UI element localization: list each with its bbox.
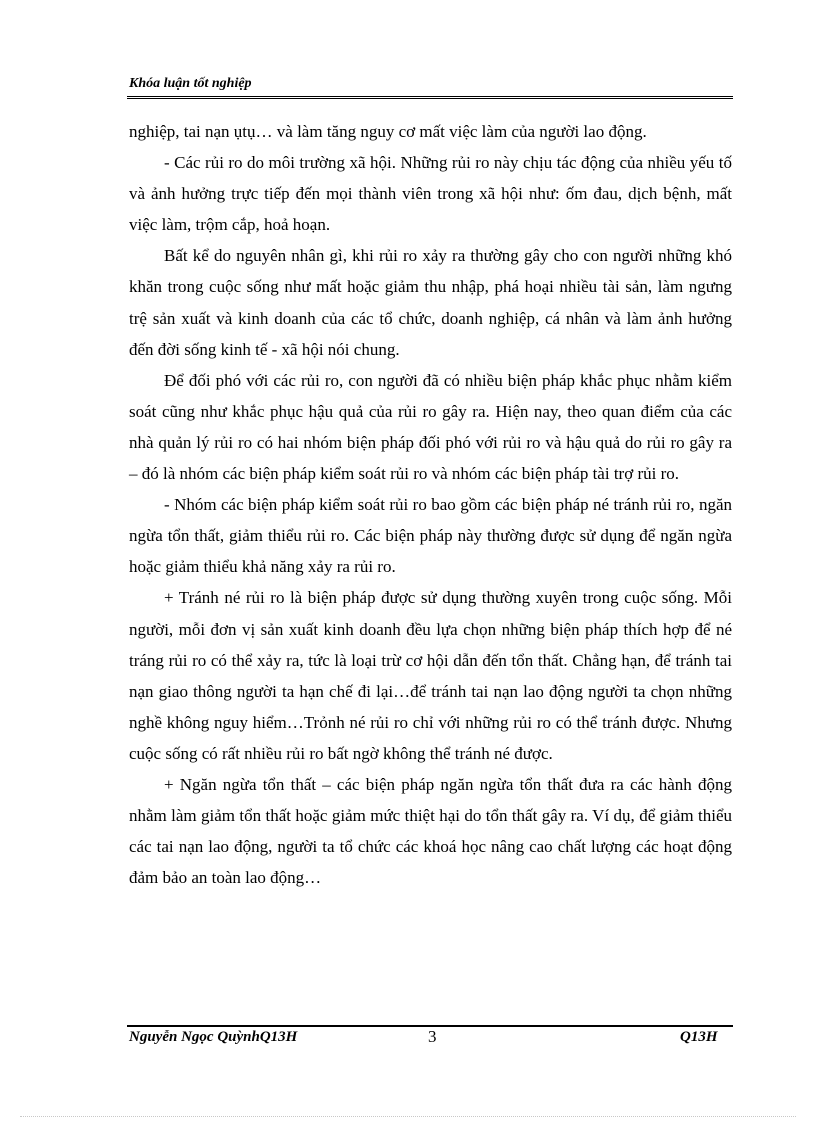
page-edge-divider	[20, 1116, 796, 1117]
paragraph-continued: nghiệp, tai nạn ụtụ… và làm tăng nguy cơ mất việc làm của người lao động.	[129, 122, 647, 141]
header-title: Khóa luận tốt nghiệp	[129, 76, 252, 91]
paragraph-risk-control-group: - Nhóm các biện pháp kiểm soát rủi ro bao gồm các biện pháp né tránh rủi ro, ngăn ngừa tổn thất, giảm thiểu rủi ro. Các biện pháp này thường được sử dụng để ngăn ngừa hoặc giảm thiểu khả năng xảy ra rủi ro.	[129, 495, 732, 577]
paragraph-social-risks: - Các rủi ro do môi trường xã hội. Những rủi ro này chịu tác động của nhiều yếu tố và ảnh hưởng trực tiếp đến mọi thành viên trong xã hội như: ốm đau, dịch bệnh, mất việc làm, trộm cắp, hoả hoạn.	[129, 153, 732, 235]
page-number: 3	[428, 1027, 437, 1046]
paragraph-loss-prevention: + Ngăn ngừa tổn thất – các biện pháp ngăn ngừa tổn thất đưa ra các hành động nhằm làm giảm tổn thất hoặc giảm mức thiệt hại do tổn thất gây ra. Ví dụ, để giảm thiểu các tai nạn lao động, người ta tổ chức các khoá học nâng cao chất lượng các hoạt động đảm bảo an toàn lao động…	[129, 774, 732, 888]
paragraph-risk-avoidance: + Tránh né rủi ro là biện pháp được sử dụng thường xuyên trong cuộc sống. Mỗi người, mỗi đơn vị sản xuất kinh doanh đều lựa chọn những biện pháp thích hợp để né tráng rủi ro có thể xảy ra, tức là loại trừ cơ hội dẫn đến tổn thất. Chẳng hạn, để tránh tai nạn giao thông người ta hạn chế đi lại…để tránh tai nạn lao động người ta chọn những nghề không nguy hiểm…Trỏnh né rủi ro chỉ với những rủi ro có thể tránh được. Nhưng cuộc sống có rất nhiều rủi ro bất ngờ không thể tránh né được.	[129, 588, 732, 763]
paragraph-risk-response: Để đối phó với các rủi ro, con người đã có nhiều biện pháp khắc phục nhằm kiểm soát cũng như khắc phục hậu quả của rủi ro gây ra. Hiện nay, theo quan điểm của các nhà quản lý rủi ro có hai nhóm biện pháp đối phó với rủi ro và hậu quả do rủi ro gây ra – đó là nhóm các biện pháp kiểm soát rủi ro và nhóm các biện pháp tài trợ rủi ro.	[129, 370, 732, 484]
footer-class-code: Q13H	[680, 1029, 718, 1045]
paragraph-risk-consequences: Bất kể do nguyên nhân gì, khi rủi ro xảy ra thường gây cho con người những khó khăn trong cuộc sống như mất hoặc giảm thu nhập, phá hoại nhiều tài sản, làm ngưng trệ sản xuất và kinh doanh của các tổ chức, doanh nghiệp, cá nhân và làm ảnh hưởng đến đời sống kinh tế - xã hội nói chung.	[129, 246, 732, 359]
footer-author: Nguyễn Ngọc QuỳnhQ13H	[129, 1029, 298, 1045]
header-divider	[127, 96, 733, 99]
body-text	[129, 116, 732, 893]
